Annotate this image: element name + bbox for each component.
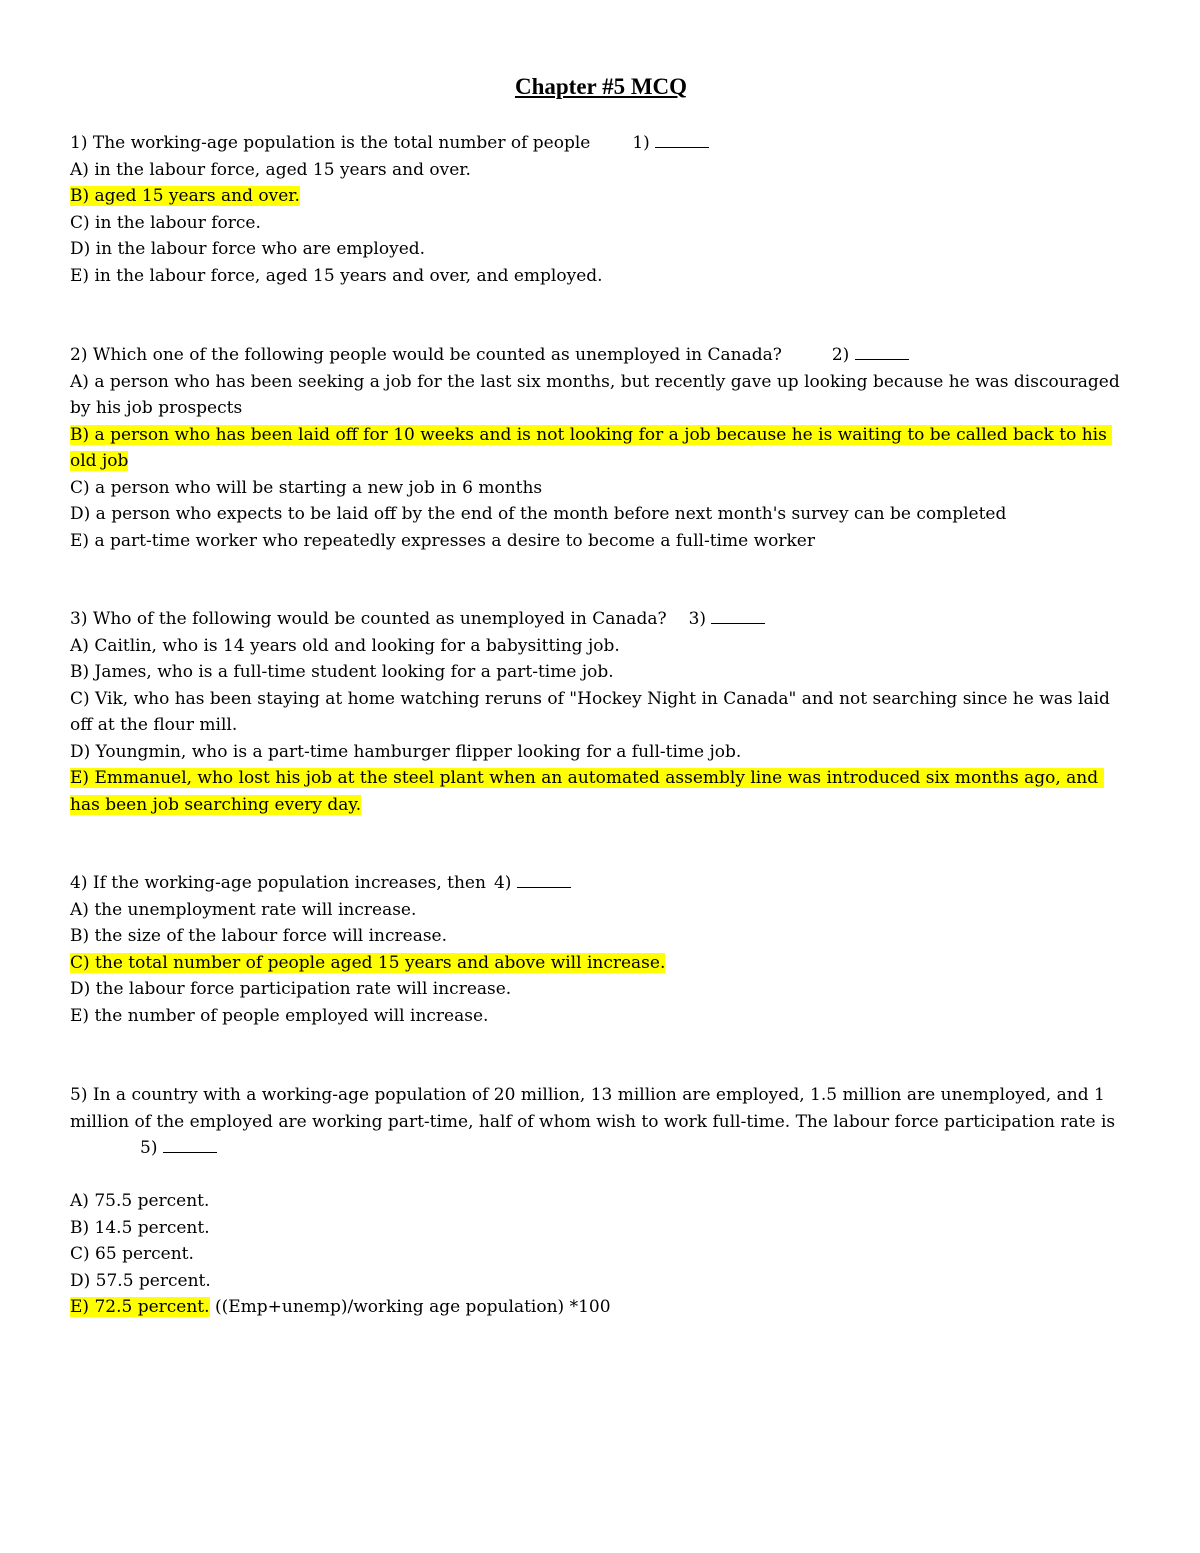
question-1	[70, 130, 1132, 289]
option-e	[70, 765, 1132, 818]
option-b: B) 14.5 percent.	[70, 1217, 210, 1238]
highlighted-answer: E) Emmanuel, who lost his job at the steel plant when an automated assembly line was introduced six months ago, and has been job searching every day.	[70, 768, 1104, 815]
answer-number-line	[70, 1135, 1132, 1162]
answer-note: ((Emp+unemp)/working age population) *100	[209, 1297, 611, 1317]
answer-number: 5)	[140, 1138, 158, 1158]
option-e: E) in the labour force, aged 15 years and over, and employed.	[70, 265, 603, 286]
blank-line	[70, 1162, 1132, 1189]
question-5	[70, 1082, 1132, 1321]
answer-number: 3)	[688, 609, 707, 629]
option-b	[70, 183, 1132, 210]
option-b: B) the size of the labour force will increase.	[70, 926, 448, 946]
option-e: E) a part-time worker who repeatedly expresses a desire to become a full-time worker	[70, 530, 815, 551]
question-stem: 2) Which one of the following people would be counted as unemployed in Canada? 2)	[70, 342, 1132, 369]
question-stem: 4) If the working-age population increases, then 4)	[70, 870, 1132, 897]
option-a: A) a person who has been seeking a job for the last six months, but recently gave up looking because he was discouraged by his job prospects	[70, 371, 1126, 418]
question-stem: 3) Who of the following would be counted as unemployed in Canada? 3)	[70, 606, 1132, 633]
option-a: A) in the labour force, aged 15 years and over.	[70, 159, 471, 180]
highlighted-answer: C) the total number of people aged 15 years and above will increase.	[70, 952, 666, 973]
question-stem: 5) In a country with a working-age population of 20 million, 13 million are employed, 1.5 million are unemployed, and 1 million of the employed are working part-time, half of whom wish to work full-time. The labour force participation rate is	[70, 1085, 1116, 1132]
answer-blank	[163, 1138, 217, 1153]
question-3	[70, 606, 1132, 818]
answer-blank	[517, 873, 571, 888]
option-a: A) Caitlin, who is 14 years old and looking for a babysitting job.	[70, 635, 620, 656]
question-4	[70, 870, 1132, 1029]
question-stem: 1) The working-age population is the total number of people 1)	[70, 130, 1132, 157]
highlighted-answer: B) aged 15 years and over.	[70, 186, 300, 206]
highlighted-answer: E) 72.5 percent.	[70, 1297, 210, 1317]
option-d: D) 57.5 percent.	[70, 1270, 211, 1291]
option-c: C) 65 percent.	[70, 1244, 194, 1264]
highlighted-answer: B) a person who has been laid off for 10 weeks and is not looking for a job because he is waiting to be called back to his old job	[70, 424, 1113, 471]
option-c: C) in the labour force.	[70, 212, 261, 233]
option-d: D) Youngmin, who is a part-time hamburger flipper looking for a full-time job.	[70, 741, 742, 762]
answer-blank	[655, 133, 709, 148]
answer-blank	[711, 609, 765, 624]
answer-blank	[855, 345, 909, 360]
option-a: A) 75.5 percent.	[70, 1191, 210, 1211]
answer-number: 2)	[831, 345, 850, 365]
option-d: D) the labour force participation rate will increase.	[70, 979, 512, 999]
option-c: C) a person who will be starting a new job in 6 months	[70, 477, 543, 498]
option-a: A) the unemployment rate will increase.	[70, 899, 417, 920]
answer-number: 1)	[632, 133, 650, 153]
option-b	[70, 422, 1132, 475]
question-2	[70, 342, 1132, 554]
option-e: E) the number of people employed will increase.	[70, 1005, 489, 1026]
answer-number: 4)	[493, 873, 512, 893]
option-d: D) a person who expects to be laid off by the end of the month before next month's survey can be completed	[70, 504, 1007, 524]
option-c: C) Vik, who has been staying at home watching reruns of "Hockey Night in Canada" and not searching since he was laid off at the flour mill.	[70, 688, 1116, 735]
option-b: B) James, who is a full-time student looking for a part-time job.	[70, 662, 614, 682]
option-e	[70, 1294, 1132, 1321]
option-c	[70, 950, 1132, 977]
option-d: D) in the labour force who are employed.	[70, 239, 426, 259]
page-title: Chapter #5 MCQ	[514, 74, 688, 99]
